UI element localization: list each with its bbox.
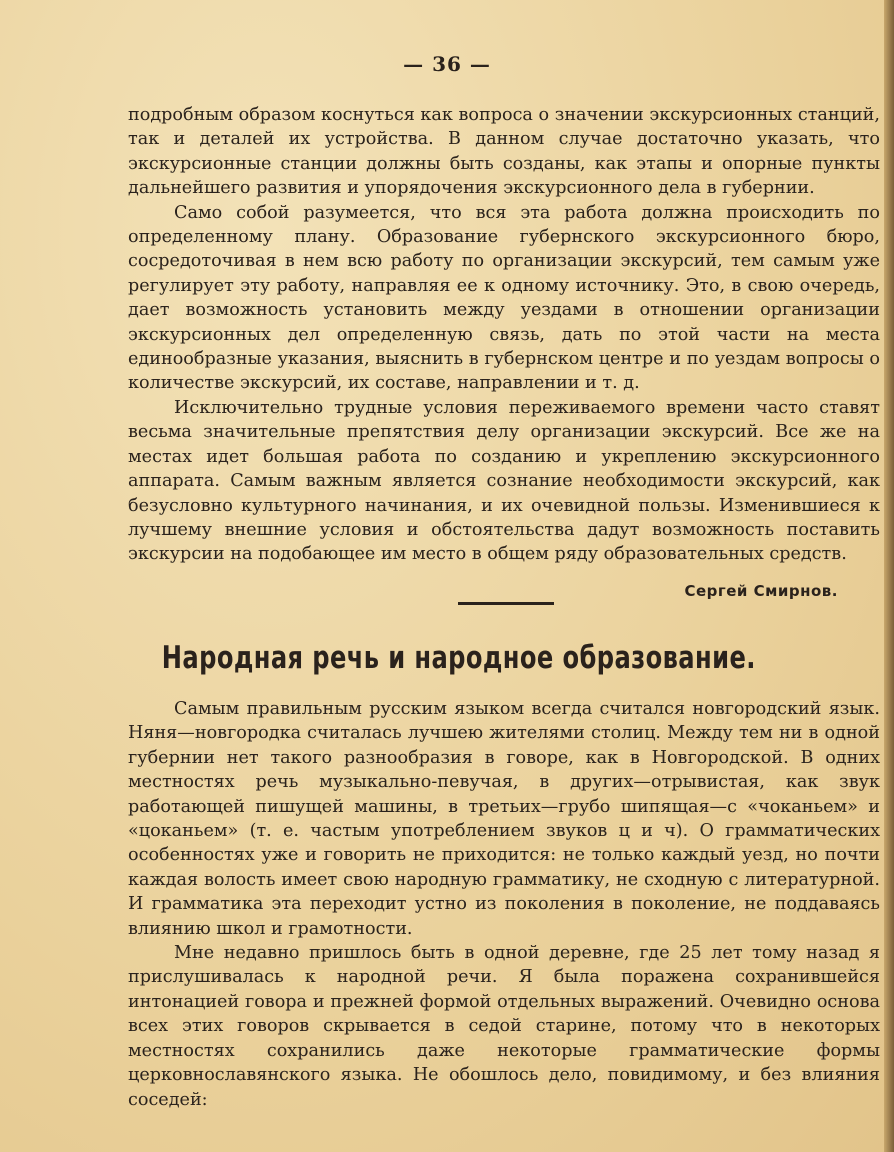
article-1-paragraph-3: Исключительно трудные условия переживаемого времени часто ставят весьма значительные препятствия делу организации экскурсий. Все же на местах идет большая работа по созданию и укреплению экскурсионного аппарата. Самым важным является сознание необходимости экскурсий, как безусловно культурного начинания, и их очевидной пользы. Изменившиеся к лучшему внешние условия и обстоятельства дадут возможность поставить экскурсии на подобающее им место в общем ряду образовательных средств. <box>128 397 880 565</box>
article-2-paragraph-1: Самым правильным русским языком всегда считался новгородский язык. Няня—новгородка считалась лучшею жителями столиц. Между тем ни в одной губернии нет такого разнообразия в говоре, как в Новгородской. В одних местностях речь музыкально-певучая, в других—отрывистая, как звук работающей пишущей машины, в третьих—грубо шипящая—с «чоканьем» и «цоканьем» (т. е. частым употреблением звуков ц и ч). О грамматических особенностях уже и говорить не приходится: не только каждый уезд, но почти каждая волость имеет свою народную грамматику, не сходную с литературной. И грамматика эта переходит устно из поколения в поколение, не поддаваясь влиянию школ и грамотности. <box>128 699 880 939</box>
article-1-paragraph-1: подробным образом коснуться как вопроса о значении экскурсионных станций, так и деталей их устройства. В данном случае достаточно указать, что экскурсионные станции должны быть созданы, как этапы и опорные пункты дальнейшего развития и упорядочения экскурсионного дела в губернии. <box>128 105 880 199</box>
article-2-title: Народная речь и народное образование. <box>161 640 756 676</box>
section-divider <box>458 602 554 605</box>
page-number: — 36 — <box>403 52 491 76</box>
article-2-body <box>128 697 880 1112</box>
page-edge-shadow <box>884 0 894 1152</box>
author-signature: Сергей Смирнов. <box>684 582 838 600</box>
article-2-paragraph-2: Мне недавно пришлось быть в одной деревне, где 25 лет тому назад я прислушивалась к народной речи. Я была поражена сохранившейся интонацией говора и прежней формой отдельных выражений. Очевидно основа всех этих говоров скрывается в седой старине, потому что в некоторых местностях сохранились даже некоторые грамматические формы церковнославянского языка. Не обошлось дело, повидимому, и без влияния соседей: <box>128 943 880 1110</box>
article-1-paragraph-2: Само собой разумеется, что вся эта работа должна происходить по определенному плану. Образование губернского экскурсионного бюро, сосредоточивая в нем всю работу по организации экскурсий, тем самым уже регулирует эту работу, направляя ее к одному источнику. Это, в свою очередь, дает возможность установить между уездами в отношении организации экскурсионных дел определенную связь, дать по этой части на места единообразные указания, выяснить в губернском центре и по уездам вопросы о количестве экскурсий, их составе, направлении и т. д. <box>128 202 880 394</box>
article-1-body <box>128 103 880 567</box>
